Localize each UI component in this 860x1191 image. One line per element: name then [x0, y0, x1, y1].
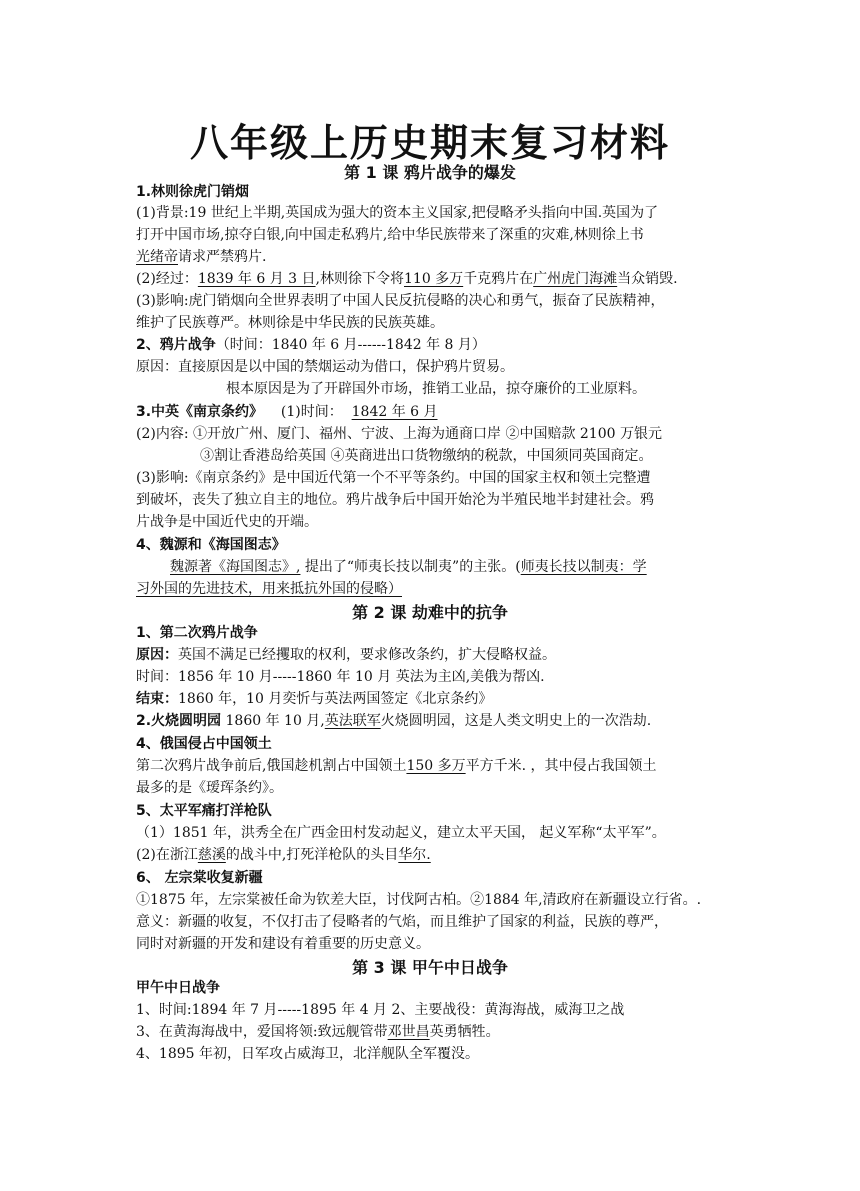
paragraph-line: 原因：直接原因是以中国的禁烟运动为借口，保护鸦片贸易。 [136, 359, 514, 375]
underlined-term: 英法联军 [324, 713, 381, 729]
text-run: 千克鸦片在 [463, 271, 534, 287]
underlined-term: 110 多万 [404, 271, 464, 287]
underlined-term: 华尔. [398, 847, 431, 863]
paragraph-line: 时间：1856 年 10 月-----1860 年 10 月 英法为主凶,美俄为帮凶. [136, 669, 545, 685]
text-run: (2)经过： [136, 271, 198, 287]
paragraph-line [136, 402, 736, 422]
section-heading: 3.中英《南京条约》 [136, 404, 264, 420]
section-heading: 甲午中日战争 [136, 980, 220, 996]
paragraph-line: 维护了民族尊严。林则徐是中华民族的民族英雄。 [136, 315, 444, 331]
label: 结束： [136, 691, 178, 707]
paragraph-line: 意义：新疆的收复，不仅打击了侵略者的气焰，而且维护了国家的利益，民族的尊严， [136, 914, 668, 930]
paragraph-line [136, 689, 736, 709]
paragraph-line [136, 645, 736, 665]
text-run: 平方千米. ，其中侵占我国领土 [465, 758, 657, 774]
text-run: 英勇牺牲。 [429, 1024, 500, 1040]
paragraph-line: (1)背景:19 世纪上半期,英国成为强大的资本主义国家,把侵略矛头指向中国.英国为了 [136, 205, 659, 221]
text-run: 3、在黄海海战中，爱国将领:致远舰管带 [136, 1024, 388, 1040]
paragraph-line [136, 756, 736, 776]
text-run: 第二次鸦片战争前后,俄国趁机割占中国领土 [136, 758, 407, 774]
underlined-term: 慈溪 [197, 847, 226, 863]
section-heading: 2、鸦片战争 [136, 337, 216, 353]
paragraph-line: 最多的是《瑷珲条约》。 [136, 780, 283, 796]
text-run: 英国不满足已经攫取的权利，要求修改条约，扩大侵略权益。 [178, 647, 556, 663]
paragraph-line: (2)内容: ①开放广州、厦门、福州、宁波、上海为通商口岸 ②中国赔款 2100 万银元 [136, 426, 662, 442]
text-run: ,林则徐下令将 [315, 271, 404, 287]
paragraph-line: ③割让香港岛给英国 ④英商进出口货物缴纳的税款，中国须同英国商定。 [200, 448, 653, 464]
section-heading: 6、 左宗棠收复新疆 [136, 870, 263, 886]
paragraph-line: 同时对新疆的开发和建设有着重要的历史意义。 [136, 936, 430, 952]
paragraph-line [136, 1022, 736, 1042]
underlined-term: 广州虎门海滩 [533, 271, 618, 287]
paragraph-line: (3)影响:虎门销烟向全世界表明了中国人民反抗侵略的决心和勇气，振奋了民族精神， [136, 293, 665, 309]
text-run: 火烧圆明园，这是人类文明史上的一次浩劫. [380, 713, 652, 729]
underlined-term: 习外国的先进技术，用来抵抗外国的侵略） [136, 581, 402, 597]
text-run: 当众销毁. [617, 271, 678, 287]
paragraph-line: 根本原因是为了开辟国外市场，推销工业品，掠夺廉价的工业原料。 [226, 381, 646, 397]
lesson-2-title: 第 2 课 劫难中的抗争 [352, 603, 508, 622]
paragraph-line [170, 557, 736, 577]
paragraph-line [136, 247, 736, 267]
underlined-term: 1839 年 6 月 3 日 [197, 271, 316, 287]
paragraph-line: （1）1851 年，洪秀全在广西金田村发动起义，建立太平天国， 起义军称“太平军”。 [136, 825, 666, 841]
underlined-term: 邓世昌 [387, 1024, 430, 1040]
section-heading: 2.火烧圆明园 [136, 713, 222, 729]
paragraph-line [136, 269, 736, 289]
paragraph-line: ①1875 年，左宗棠被任命为钦差大臣，讨伐阿古柏。②1884 年,清政府在新疆设立行省。. [136, 892, 702, 908]
paragraph-line: (3)影响:《南京条约》是中国近代第一个不平等条约。中国的国家主权和领土完整遭 [136, 470, 651, 486]
lesson-3-title: 第 3 课 甲午中日战争 [352, 958, 508, 977]
paragraph-line: 到破坏，丧失了独立自主的地位。鸦片战争后中国开始沦为半殖民地半封建社会。鸦 [136, 492, 654, 508]
paragraph-line: 1、时间:1894 年 7 月-----1895 年 4 月 2、主要战役：黄海海战，威海卫之战 [136, 1002, 625, 1018]
section-heading: 5、太平军痛打洋枪队 [136, 803, 272, 819]
text-run: 的战斗中,打死洋枪队的头目 [225, 847, 399, 863]
paragraph-line [136, 579, 736, 599]
lesson-1-title: 第 1 课 鸦片战争的爆发 [344, 163, 516, 182]
text-run: (2)在浙江 [136, 847, 198, 863]
paragraph-line: 4、1895 年初，日军攻占威海卫，北洋舰队全军覆没。 [136, 1046, 479, 1062]
section-heading: 1、第二次鸦片战争 [136, 625, 258, 641]
paragraph-line: 片战争是中国近代史的开端。 [136, 514, 318, 530]
paragraph-line [136, 335, 736, 355]
paragraph-line [136, 711, 736, 731]
underlined-term: 150 多万 [406, 758, 466, 774]
underlined-term: 魏源著《海国图志》, [170, 559, 301, 575]
label: 原因： [136, 647, 178, 663]
text-run: （时间：1840 年 6 月------1842 年 8 月） [215, 337, 486, 353]
text-run: 提出了“师夷长技以制夷”的主张。( [300, 559, 521, 575]
text-run: 1860 年 10 月, [221, 713, 325, 729]
text-run: 1860 年，10 月奕忻与英法两国签定《北京条约》 [178, 691, 493, 707]
underlined-term: 光绪帝 [136, 249, 178, 265]
section-heading: 4、俄国侵占中国领土 [136, 736, 272, 752]
paragraph-line [136, 845, 736, 865]
text-run: (1)时间： [280, 404, 343, 420]
section-heading: 4、魏源和《海国图志》 [136, 537, 286, 553]
document-title: 八年级上历史期末复习材料 [189, 121, 670, 165]
paragraph-line: 打开中国市场,掠夺白银,向中国走私鸦片,给中华民族带来了深重的灾难,林则徐上书 [136, 227, 644, 243]
underlined-term: 师夷长技以制夷：学 [520, 559, 647, 575]
text-run: 请求严禁鸦片. [178, 249, 267, 265]
section-heading: 1.林则徐虎门销烟 [136, 184, 250, 200]
underlined-term: 1842 年 6 月 [351, 404, 438, 420]
